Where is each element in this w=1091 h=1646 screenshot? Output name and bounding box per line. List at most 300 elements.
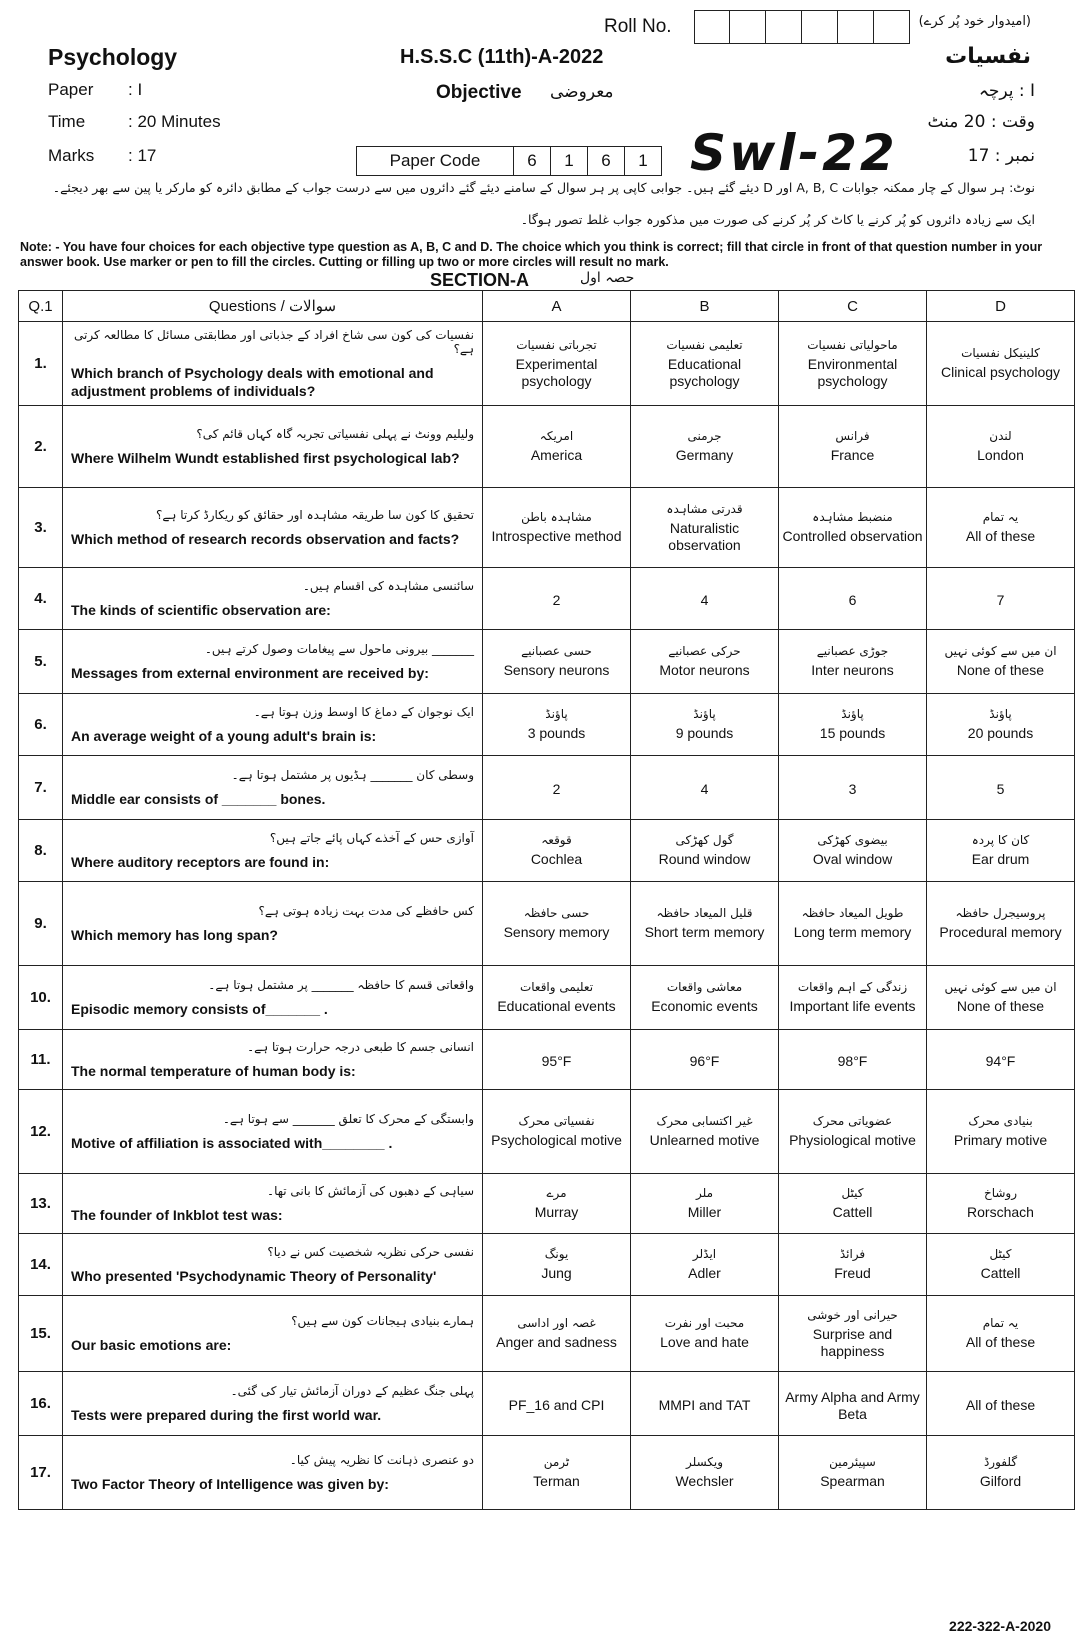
paper-info-urdu: I : پرچہ: [978, 81, 1035, 101]
question-cell: [63, 1296, 483, 1372]
option-text: 7: [996, 592, 1005, 608]
question-text-urdu: دو عنصری ذہانت کا نظریہ پیش کیا۔: [289, 1452, 474, 1467]
question-text-urdu: سائنسی مشاہدہ کی اقسام ہیں۔: [302, 578, 474, 593]
option-text: Round window: [658, 851, 751, 867]
question-text: Tests were prepared during the first world war.: [71, 1406, 382, 1423]
option-text: Procedural memory: [939, 924, 1062, 940]
option-text: Freud: [834, 1265, 871, 1281]
option-text-urdu: قوقعہ: [541, 833, 572, 847]
option-b: [631, 1372, 779, 1436]
question-number: 6.: [19, 694, 63, 756]
option-c: [779, 1234, 927, 1296]
option-b: [631, 1174, 779, 1234]
question-row: [19, 568, 1075, 630]
option-b: [631, 630, 779, 694]
option-text: Psychological motive: [491, 1132, 622, 1148]
option-d: [927, 1090, 1075, 1174]
option-a: [483, 1372, 631, 1436]
option-text-urdu: تعلیمی واقعات: [519, 980, 594, 994]
time-value: : 20 Minutes: [128, 112, 221, 131]
objective-label-urdu: معروضی: [550, 82, 614, 102]
note-urdu-2: ایک سے زیادہ دائروں کو پُر کرنے یا کاٹ کر پُر کرنے کی صورت میں مذکورہ جواب غلط تصور ہوگا۔: [520, 212, 1035, 227]
question-row: [19, 1030, 1075, 1090]
question-text-urdu: نفسی حرکی نظریہ شخصیت کس نے دیا؟: [267, 1244, 474, 1259]
option-b: [631, 756, 779, 820]
question-number: 9.: [19, 882, 63, 966]
question-cell: [63, 756, 483, 820]
question-number: 7.: [19, 756, 63, 820]
note-english: Note: - You have four choices for each objective type question as A, B, C and D. The choice which you think is correct; fill that circle in front of that question number in your answer book. Use marker or pen to fill the circles. Cutting or filling up two or more circles will result no mark.: [20, 240, 1043, 269]
option-text: All of these: [965, 1334, 1036, 1350]
question-row: [19, 1174, 1075, 1234]
question-number: 17.: [19, 1436, 63, 1510]
option-text: Educational psychology: [667, 355, 742, 389]
roll-number-boxes[interactable]: [694, 10, 910, 44]
question-cell: [63, 820, 483, 882]
option-c: [779, 630, 927, 694]
option-text: Naturalistic observation: [668, 519, 741, 553]
footer-code: 222-322-A-2020: [949, 1618, 1051, 1634]
marks-info: [48, 146, 156, 166]
objective-label: Objective: [436, 82, 522, 103]
question-cell: [63, 694, 483, 756]
option-text: 94°F: [985, 1053, 1016, 1069]
option-text: Cattell: [980, 1265, 1021, 1281]
option-text-urdu: عضویاتی محرک: [812, 1114, 893, 1128]
option-d: [927, 322, 1075, 406]
option-text: 2: [552, 781, 561, 797]
option-text: 2: [552, 592, 561, 608]
question-number: 2.: [19, 406, 63, 488]
option-text-urdu: ان میں سے کوئی نہیں: [944, 980, 1057, 994]
option-a: [483, 694, 631, 756]
question-text: Where auditory receptors are found in:: [71, 853, 330, 870]
option-d: [927, 1030, 1075, 1090]
option-text: Long term memory: [793, 924, 912, 940]
paper-info: [48, 80, 142, 100]
option-c: [779, 1174, 927, 1234]
question-number: 3.: [19, 488, 63, 568]
option-text: 95°F: [541, 1053, 572, 1069]
option-text: PF_16 and CPI: [508, 1397, 605, 1413]
question-row: [19, 694, 1075, 756]
option-text-urdu: یونگ: [544, 1247, 569, 1261]
option-text-urdu: حسی حافظہ: [523, 906, 590, 920]
option-text: 9 pounds: [675, 725, 734, 741]
question-row: [19, 1436, 1075, 1510]
question-cell: [63, 488, 483, 568]
option-d: [927, 1174, 1075, 1234]
option-text-urdu: ملر: [695, 1186, 714, 1200]
option-text-urdu: فرانس: [835, 429, 870, 443]
option-text: 3 pounds: [527, 725, 586, 741]
option-text-urdu: مرے: [546, 1186, 567, 1200]
option-text: None of these: [956, 662, 1045, 678]
option-a: [483, 820, 631, 882]
option-text-urdu: غصہ اور اداسی: [517, 1316, 596, 1330]
option-text-urdu: ان میں سے کوئی نہیں: [944, 644, 1057, 658]
question-cell: [63, 1174, 483, 1234]
question-text: Which method of research records observation and facts?: [71, 530, 460, 547]
option-text: Inter neurons: [811, 662, 894, 678]
option-text-urdu: ماحولیاتی نفسیات: [807, 337, 898, 352]
option-b: [631, 882, 779, 966]
option-text: Army Alpha and Army Beta: [785, 1388, 920, 1422]
option-text: Surprise and happiness: [812, 1325, 893, 1359]
roll-box[interactable]: [766, 10, 802, 44]
question-cell: [63, 966, 483, 1030]
option-c: [779, 882, 927, 966]
option-d: [927, 568, 1075, 630]
question-cell: [63, 630, 483, 694]
roll-box[interactable]: [730, 10, 766, 44]
col-header-b: B: [631, 291, 779, 322]
option-text-urdu: ویکسلر: [685, 1455, 724, 1469]
option-text: Cattell: [832, 1204, 873, 1220]
option-d: [927, 756, 1075, 820]
paper-code-digit: 6: [588, 147, 625, 175]
option-text: Germany: [675, 447, 734, 463]
option-text: 4: [700, 592, 709, 608]
question-text-urdu: ہمارے بنیادی ہیجانات کون سے ہیں؟: [291, 1313, 474, 1328]
question-text-urdu: ولیلیم وونٹ نے پہلی نفسیاتی تجربہ گاہ کہاں قائم کی؟: [196, 426, 474, 441]
option-c: [779, 488, 927, 568]
option-c: [779, 694, 927, 756]
option-text-urdu: سپیئرمین: [829, 1455, 876, 1469]
subject-title: Psychology: [48, 44, 178, 70]
option-text: Rorschach: [967, 1204, 1034, 1220]
option-c: [779, 1372, 927, 1436]
option-text-urdu: امریکہ: [539, 429, 574, 443]
paper-code-digit: 1: [638, 151, 648, 170]
col-header-qnum: Q.1: [19, 291, 63, 322]
option-text: Primary motive: [953, 1132, 1048, 1148]
roll-box[interactable]: [694, 10, 730, 44]
option-c: [779, 1090, 927, 1174]
option-b: [631, 1296, 779, 1372]
section-title-urdu: حصہ اول: [580, 270, 635, 286]
option-a: [483, 1436, 631, 1510]
option-text-urdu: تعلیمی نفسیات: [666, 337, 743, 352]
option-text-urdu: گول کھڑکی: [675, 833, 734, 847]
option-a: [483, 568, 631, 630]
option-b: [631, 1436, 779, 1510]
paper-code-box: [356, 146, 662, 176]
col-header-a: A: [483, 291, 631, 322]
option-b: [631, 694, 779, 756]
option-text-urdu: پاؤنڈ: [693, 707, 716, 721]
option-text-urdu: نفسیاتی محرک: [518, 1114, 595, 1128]
question-number: 4.: [19, 568, 63, 630]
question-text: The normal temperature of human body is:: [71, 1062, 356, 1079]
handwritten-code: Swl-22: [690, 124, 898, 182]
option-text: MMPI and TAT: [658, 1397, 751, 1413]
question-text-urdu: تحقیق کا کون سا طریقہ مشاہدہ اور حقائق کو ریکارڈ کرتا ہے؟: [156, 507, 474, 522]
time-info: [48, 112, 221, 132]
option-text: All of these: [965, 528, 1036, 544]
paper-code-digit: 1: [551, 147, 588, 175]
option-text-urdu: پاؤنڈ: [841, 707, 864, 721]
subject-title-urdu: نفسیات: [945, 44, 1031, 69]
question-row: [19, 756, 1075, 820]
option-text: Short term memory: [644, 924, 765, 940]
option-text: Miller: [687, 1204, 722, 1220]
option-text-urdu: یہ تمام: [982, 1316, 1019, 1330]
question-text-urdu: پہلی جنگ عظیم کے دوران آزمائش تیار کی گئی۔: [230, 1383, 474, 1398]
option-text-urdu: پروسیجرل حافظہ: [955, 906, 1046, 920]
option-text: Physiological motive: [789, 1132, 916, 1148]
question-number: 8.: [19, 820, 63, 882]
note-urdu-1: نوٹ: ہر سوال کے چار ممکنہ جوابات A, B, C اور D دیئے گئے ہیں۔ جوابی کاپی پر ہر سوال کے سامنے دیئے گئے دائروں میں سے درست جواب کے مطابق دائرہ کو مارکر یا پین سے بھر دیجئے۔: [52, 180, 1035, 195]
question-number: 10.: [19, 966, 63, 1030]
question-number: 5.: [19, 630, 63, 694]
option-text-urdu: بیضوی کھڑکی: [817, 833, 888, 847]
question-number: 14.: [19, 1234, 63, 1296]
option-text-urdu: روشاخ: [983, 1186, 1018, 1200]
option-c: [779, 1030, 927, 1090]
question-text-urdu: انسانی جسم کا طبعی درجہ حرارت ہوتا ہے۔: [247, 1039, 474, 1054]
option-c: [779, 820, 927, 882]
option-text: Clinical psychology: [940, 364, 1061, 380]
question-text: Motive of affiliation is associated with________ .: [71, 1134, 393, 1151]
option-b: [631, 1030, 779, 1090]
question-text: Which branch of Psychology deals with emotional and adjustment problems of individuals?: [71, 364, 434, 399]
option-text: Introspective method: [491, 528, 622, 544]
option-a: [483, 756, 631, 820]
question-text-urdu: ایک نوجوان کے دماغ کا اوسط وزن ہوتا ہے۔: [253, 704, 474, 719]
option-d: [927, 882, 1075, 966]
option-text: Anger and sadness: [496, 1334, 617, 1350]
question-number: 12.: [19, 1090, 63, 1174]
question-row: [19, 1296, 1075, 1372]
option-d: [927, 820, 1075, 882]
option-text: All of these: [965, 1397, 1036, 1413]
option-a: [483, 488, 631, 568]
question-cell: [63, 882, 483, 966]
option-a: [483, 1234, 631, 1296]
option-text-urdu: طویل المیعاد حافظہ: [801, 906, 904, 920]
question-row: [19, 488, 1075, 568]
question-text: An average weight of a young adult's brain is:: [71, 727, 377, 744]
question-text: Two Factor Theory of Intelligence was given by:: [71, 1475, 389, 1492]
option-c: [779, 1296, 927, 1372]
exam-title: H.S.S.C (11th)-A-2022: [400, 46, 604, 68]
option-text-urdu: فرائڈ: [839, 1247, 866, 1261]
roll-number-urdu-note: (امیدوار خود پُر کرے): [918, 14, 1031, 29]
roll-box[interactable]: [802, 10, 838, 44]
option-b: [631, 488, 779, 568]
col-header-d: D: [927, 291, 1075, 322]
option-text: Sensory memory: [503, 924, 610, 940]
option-text: Controlled observation: [782, 528, 923, 544]
option-b: [631, 966, 779, 1030]
option-text-urdu: پاؤنڈ: [545, 707, 568, 721]
option-text: Gilford: [979, 1473, 1022, 1489]
option-a: [483, 1296, 631, 1372]
question-row: [19, 322, 1075, 406]
option-text: 98°F: [837, 1053, 868, 1069]
option-a: [483, 322, 631, 406]
option-c: [779, 406, 927, 488]
option-a: [483, 406, 631, 488]
option-text-urdu: لندن: [989, 429, 1012, 443]
option-b: [631, 568, 779, 630]
question-text-urdu: نفسیات کی کون سی شاخ افراد کے جذباتی اور مطابقتی مسائل کا مطالعہ کرتی ہے؟: [74, 327, 474, 356]
option-text-urdu: حیرانی اور خوشی: [807, 1307, 898, 1322]
question-text-urdu: وابستگی کے محرک کا تعلق _______ سے ہوتا ہے۔: [222, 1111, 474, 1126]
option-b: [631, 1090, 779, 1174]
option-text-urdu: ایڈلر: [692, 1247, 717, 1261]
option-text-urdu: بنیادی محرک: [968, 1114, 1033, 1128]
questions-table: [18, 290, 1075, 1510]
option-c: [779, 568, 927, 630]
option-text-urdu: ٹرمن: [543, 1455, 570, 1469]
question-number: 13.: [19, 1174, 63, 1234]
paper-code-digit: 6: [514, 147, 551, 175]
option-text: Motor neurons: [659, 662, 750, 678]
option-text-urdu: زندگی کے اہم واقعات: [797, 980, 908, 994]
option-a: [483, 966, 631, 1030]
question-row: [19, 966, 1075, 1030]
option-text: Wechsler: [675, 1473, 734, 1489]
option-d: [927, 1234, 1075, 1296]
option-d: [927, 966, 1075, 1030]
option-a: [483, 630, 631, 694]
option-text: Ear drum: [971, 851, 1030, 867]
option-text-urdu: کیٹل: [841, 1186, 864, 1200]
option-text-urdu: جوڑی عصبانیے: [816, 644, 889, 658]
question-cell: [63, 1090, 483, 1174]
option-a: [483, 1090, 631, 1174]
table-header-row: [19, 291, 1075, 322]
option-text-urdu: معاشی واقعات: [666, 980, 743, 994]
roll-box[interactable]: [838, 10, 874, 44]
option-text-urdu: منضبط مشاہدہ: [812, 510, 893, 524]
option-text: Experimental psychology: [515, 355, 598, 389]
option-text: France: [830, 447, 875, 463]
option-text-urdu: کلینیکل نفسیات: [961, 346, 1040, 360]
question-text-urdu: وسطی کان _______ ہڈیوں پر مشتمل ہوتا ہے۔: [231, 767, 474, 782]
question-text: Messages from external environment are received by:: [71, 664, 429, 681]
option-c: [779, 756, 927, 820]
paper-code-label: Paper Code: [357, 147, 514, 175]
option-text-urdu: یہ تمام: [982, 510, 1019, 524]
marks-info-urdu: نمبر : 17: [967, 146, 1035, 166]
option-text: 96°F: [689, 1053, 720, 1069]
option-a: [483, 882, 631, 966]
marks-label: Marks: [48, 146, 95, 165]
option-text-urdu: کیٹل: [989, 1247, 1012, 1261]
option-text: Important life events: [789, 998, 916, 1014]
question-row: [19, 1234, 1075, 1296]
question-row: [19, 630, 1075, 694]
roll-number-label: Roll No.: [604, 16, 672, 37]
option-text: Economic events: [651, 998, 758, 1014]
paper-label: Paper: [48, 80, 94, 99]
option-text: Adler: [688, 1265, 721, 1281]
option-text: Cochlea: [530, 851, 583, 867]
question-row: [19, 882, 1075, 966]
paper-value: : I: [128, 80, 143, 99]
option-d: [927, 488, 1075, 568]
option-c: [779, 1436, 927, 1510]
question-row: [19, 1372, 1075, 1436]
option-text: 6: [848, 592, 857, 608]
col-header-questions: Questions / سوالات: [63, 291, 483, 322]
question-cell: [63, 1436, 483, 1510]
option-text: Love and hate: [660, 1334, 749, 1350]
option-a: [483, 1174, 631, 1234]
question-text: The founder of Inkblot test was:: [71, 1206, 283, 1223]
option-text-urdu: تجرباتی نفسیات: [516, 337, 597, 352]
option-b: [631, 322, 779, 406]
question-number: 1.: [19, 322, 63, 406]
option-text-urdu: غیر اکتسابی محرک: [656, 1114, 753, 1128]
time-info-urdu: وقت : 20 منٹ: [927, 112, 1035, 132]
option-text-urdu: مشاہدہ باطن: [521, 510, 592, 524]
option-text: Jung: [541, 1265, 572, 1281]
option-text: 15 pounds: [819, 725, 886, 741]
option-text-urdu: حسی عصبانیے: [521, 644, 592, 658]
question-cell: [63, 568, 483, 630]
option-text: London: [977, 447, 1024, 463]
option-text: 3: [848, 781, 857, 797]
question-text: Where Wilhelm Wundt established first psychological lab?: [71, 449, 460, 466]
option-text-urdu: گلفورڈ: [983, 1455, 1018, 1469]
option-text-urdu: قلیل المیعاد حافظہ: [656, 906, 753, 920]
question-text: Who presented 'Psychodynamic Theory of Personality': [71, 1267, 437, 1284]
question-cell: [63, 322, 483, 406]
option-text-urdu: حرکی عصبانیے: [668, 644, 741, 658]
option-text: Environmental psychology: [807, 355, 898, 389]
option-d: [927, 630, 1075, 694]
option-text: None of these: [956, 998, 1045, 1014]
option-b: [631, 406, 779, 488]
option-text: Murray: [534, 1204, 579, 1220]
option-c: [779, 966, 927, 1030]
section-title: SECTION-A: [430, 270, 529, 290]
marks-value: : 17: [128, 146, 157, 165]
option-d: [927, 1296, 1075, 1372]
question-text-urdu: واقعاتی قسم کا حافظہ _______ پر مشتمل ہوتا ہے۔: [208, 977, 474, 992]
question-text: Our basic emotions are:: [71, 1336, 232, 1353]
question-number: 11.: [19, 1030, 63, 1090]
option-text: Sensory neurons: [503, 662, 610, 678]
time-label: Time: [48, 112, 86, 131]
option-b: [631, 820, 779, 882]
question-cell: [63, 1030, 483, 1090]
question-text: The kinds of scientific observation are:: [71, 601, 331, 618]
question-text: Which memory has long span?: [71, 926, 278, 943]
question-row: [19, 1090, 1075, 1174]
option-d: [927, 1436, 1075, 1510]
option-text: Terman: [533, 1473, 580, 1489]
option-a: [483, 1030, 631, 1090]
question-cell: [63, 1234, 483, 1296]
question-cell: [63, 1372, 483, 1436]
question-number: 15.: [19, 1296, 63, 1372]
question-row: [19, 406, 1075, 488]
col-header-c: C: [779, 291, 927, 322]
option-b: [631, 1234, 779, 1296]
option-text-urdu: پاؤنڈ: [989, 707, 1012, 721]
roll-box[interactable]: [874, 10, 910, 44]
option-d: [927, 1372, 1075, 1436]
question-number: 16.: [19, 1372, 63, 1436]
question-row: [19, 820, 1075, 882]
question-text-urdu: آوازی حس کے آخذے کہاں پائے جاتے ہیں؟: [269, 830, 474, 845]
option-text: 5: [996, 781, 1005, 797]
